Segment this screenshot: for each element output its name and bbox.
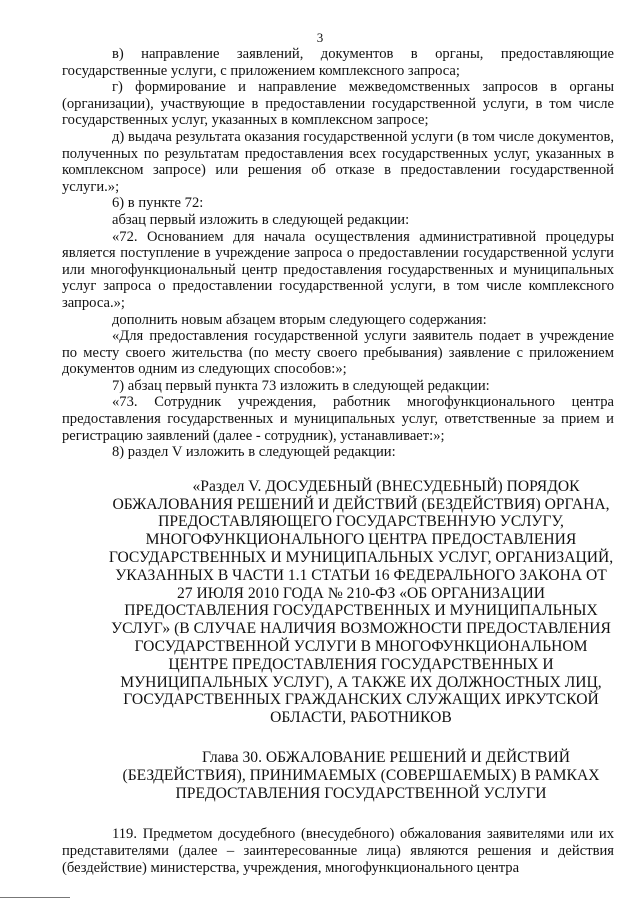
paragraph-abzac-first: абзац первый изложить в следующей редакции: <box>112 211 410 228</box>
chapter-title: Глава 30. ОБЖАЛОВАНИЕ РЕШЕНИЙ И ДЕЙСТВИЙ (БЕЗДЕЙСТВИЯ), ПРИНИМАЕМЫХ (СОВЕРШАЕМЫХ) В РАМКАХ ПРЕДОСТАВЛЕНИЯ ГОСУДАРСТВЕННОЙ УСЛУГИ <box>122 749 600 802</box>
paragraph-item-7: 7) абзац первый пункта 73 изложить в следующей редакции: <box>112 377 490 394</box>
paragraph-72: «72. Основанием для начала осуществления административной процедуры является поступление в учреждение запроса о предоставлении государственной услуги или многофункциональный центр предоставления государственных и муниципальных услуг запроса о предоставлении государственной услуги, в том числе комплексного запроса.»; <box>62 228 614 311</box>
paragraph-add-second: дополнить новым абзацем вторым следующего содержания: <box>112 311 487 328</box>
page-number: 3 <box>316 30 324 45</box>
paragraph-v: в) направление заявлений, документов в органы, предоставляющие государственные услуги, с приложением комплексного запроса; <box>62 46 614 79</box>
paragraph-item-8: 8) раздел V изложить в следующей редакции: <box>112 444 396 461</box>
paragraph-d: д) выдача результата оказания государственной услуги (в том числе документов, полученных по результатам предоставления всех государственных услуг, указанных в комплексном запросе) или решения об отказе в предоставлении государственной услуги.»; <box>62 128 614 195</box>
paragraph-item-6: 6) в пункте 72: <box>112 195 204 212</box>
footer-divider <box>0 897 70 898</box>
paragraph-g: г) формирование и направление межведомственных запросов в органы (организации), участвующие в предоставлении государственной услуги, в том числе государственных услуг, указанных в комплексном запросе; <box>62 79 614 129</box>
document-body <box>62 46 614 876</box>
paragraph-119: 119. Предметом досудебного (внесудебного) обжалования заявителями или их представителями (далее – заинтересованные лица) являются решения и действия (бездействие) министерства, учреждения, многофункционального центра <box>62 826 614 876</box>
paragraph-73: «73. Сотрудник учреждения, работник многофункционального центра предоставления государственных и муниципальных услуг, ответственные за прием и регистрацию заявлений (далее - сотрудник), устанавливает:»; <box>62 394 614 444</box>
section-title: «Раздел V. ДОСУДЕБНЫЙ (ВНЕСУДЕБНЫЙ) ПОРЯДОК ОБЖАЛОВАНИЯ РЕШЕНИЙ И ДЕЙСТВИЙ (БЕЗДЕЙСТВИЯ) ОРГАНА, ПРЕДОСТАВЛЯЮЩЕГО ГОСУДАРСТВЕННУЮ УСЛУГУ, МНОГОФУНКЦИОНАЛЬНОГО ЦЕНТРА ПРЕДОСТАВЛЕНИЯ ГОСУДАРСТВЕННЫХ И МУНИЦИПАЛЬНЫХ УСЛУГ, ОРГАНИЗАЦИЙ, УКАЗАННЫХ В ЧАСТИ 1.1 СТАТЬИ 16 ФЕДЕРАЛЬНОГО ЗАКОНА ОТ 27 ИЮЛЯ 2010 ГОДА № 210-ФЗ «ОБ ОРГАНИЗАЦИИ ПРЕДОСТАВЛЕНИЯ ГОСУДАРСТВЕННЫХ И МУНИЦИПАЛЬНЫХ УСЛУГ» (В СЛУЧАЕ НАЛИЧИЯ ВОЗМОЖНОСТИ ПРЕДОСТАВЛЕНИЯ ГОСУДАРСТВЕННОЙ УСЛУГИ В МНОГОФУНКЦИОНАЛЬНОМ ЦЕНТРЕ ПРЕДОСТАВЛЕНИЯ ГОСУДАРСТВЕННЫХ И МУНИЦИПАЛЬНЫХ УСЛУГ), А ТАКЖЕ ИХ ДОЛЖНОСТНЫХ ЛИЦ, ГОСУДАРСТВЕННЫХ ГРАЖДАНСКИХ СЛУЖАЩИХ ИРКУТСКОЙ ОБЛАСТИ, РАБОТНИКОВ <box>108 477 614 727</box>
paragraph-application: «Для предоставления государственной услуги заявитель подает в учреждение по месту своего жительства (по месту своего пребывания) заявление с приложением документов одним из следующих способов:»; <box>62 328 614 378</box>
